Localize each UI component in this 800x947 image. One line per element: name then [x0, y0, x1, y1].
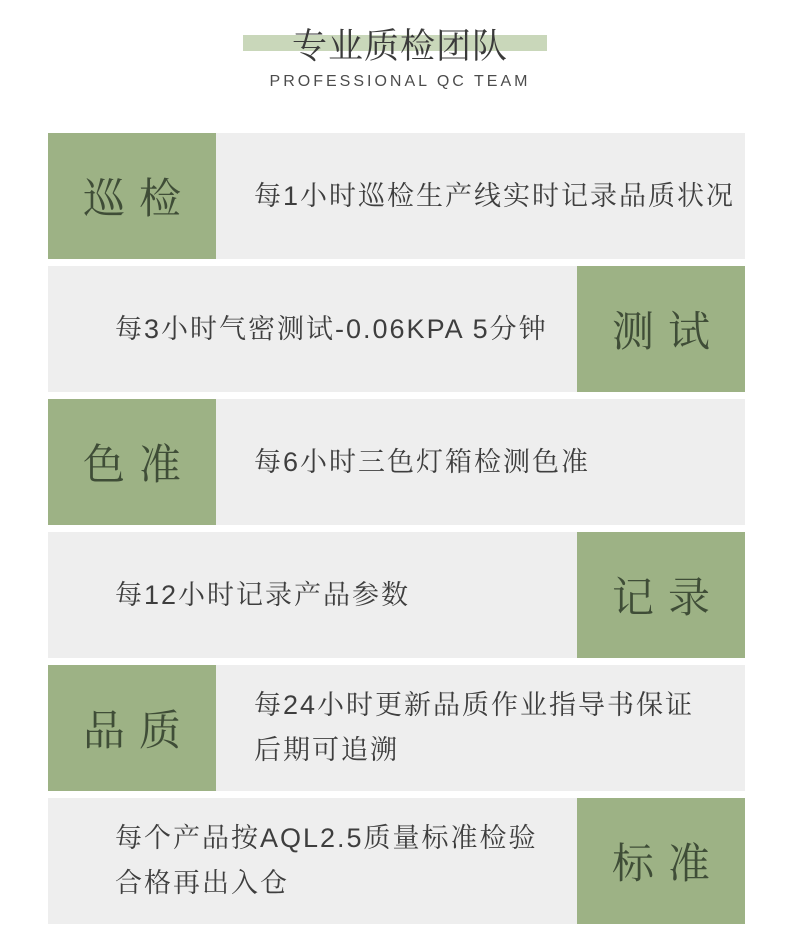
qc-step-line: 后期可追溯 [254, 735, 399, 765]
qc-row-test [48, 266, 745, 392]
qc-step-description [216, 665, 745, 791]
qc-step-line: 每个产品按AQL2.5质量标准检验 [115, 823, 538, 853]
qc-row-standard [48, 798, 745, 924]
qc-step-line: 每3小时气密测试-0.06KPA 5分钟 [115, 313, 548, 344]
qc-step-label-box [577, 532, 745, 658]
qc-step-line: 每12小时记录产品参数 [115, 579, 411, 610]
qc-step-description [216, 133, 745, 259]
qc-row-quality [48, 665, 745, 791]
qc-step-label-box [48, 665, 216, 791]
qc-step-label: 测试 [611, 308, 724, 355]
qc-step-line: 每1小时巡检生产线实时记录品质状况 [254, 180, 736, 211]
qc-row-patrol [48, 133, 745, 259]
section-title-wrap [292, 26, 508, 68]
qc-step-label-box [48, 133, 216, 259]
qc-step-label: 色准 [82, 441, 195, 488]
qc-step-description [48, 532, 577, 658]
qc-step-line: 合格再出入仓 [115, 868, 289, 898]
qc-step-label: 标准 [611, 840, 724, 887]
qc-step-label-box [577, 266, 745, 392]
qc-step-description [48, 266, 577, 392]
qc-step-description [48, 798, 577, 924]
qc-step-line: 每24小时更新品质作业指导书保证 [254, 690, 695, 720]
qc-step-label-box [48, 399, 216, 525]
qc-step-line: 每6小时三色灯箱检测色准 [254, 446, 591, 477]
qc-step-description [216, 399, 745, 525]
qc-step-label: 巡检 [82, 175, 195, 222]
section-title: 专业质检团队 [291, 27, 508, 66]
section-subtitle: PROFESSIONAL QC TEAM [269, 73, 531, 90]
qc-step-label: 品质 [82, 707, 195, 754]
qc-row-color [48, 399, 745, 525]
section-header [0, 0, 800, 91]
qc-row-record [48, 532, 745, 658]
qc-step-label: 记录 [611, 574, 724, 621]
qc-rows [48, 133, 745, 924]
qc-step-label-box [577, 798, 745, 924]
